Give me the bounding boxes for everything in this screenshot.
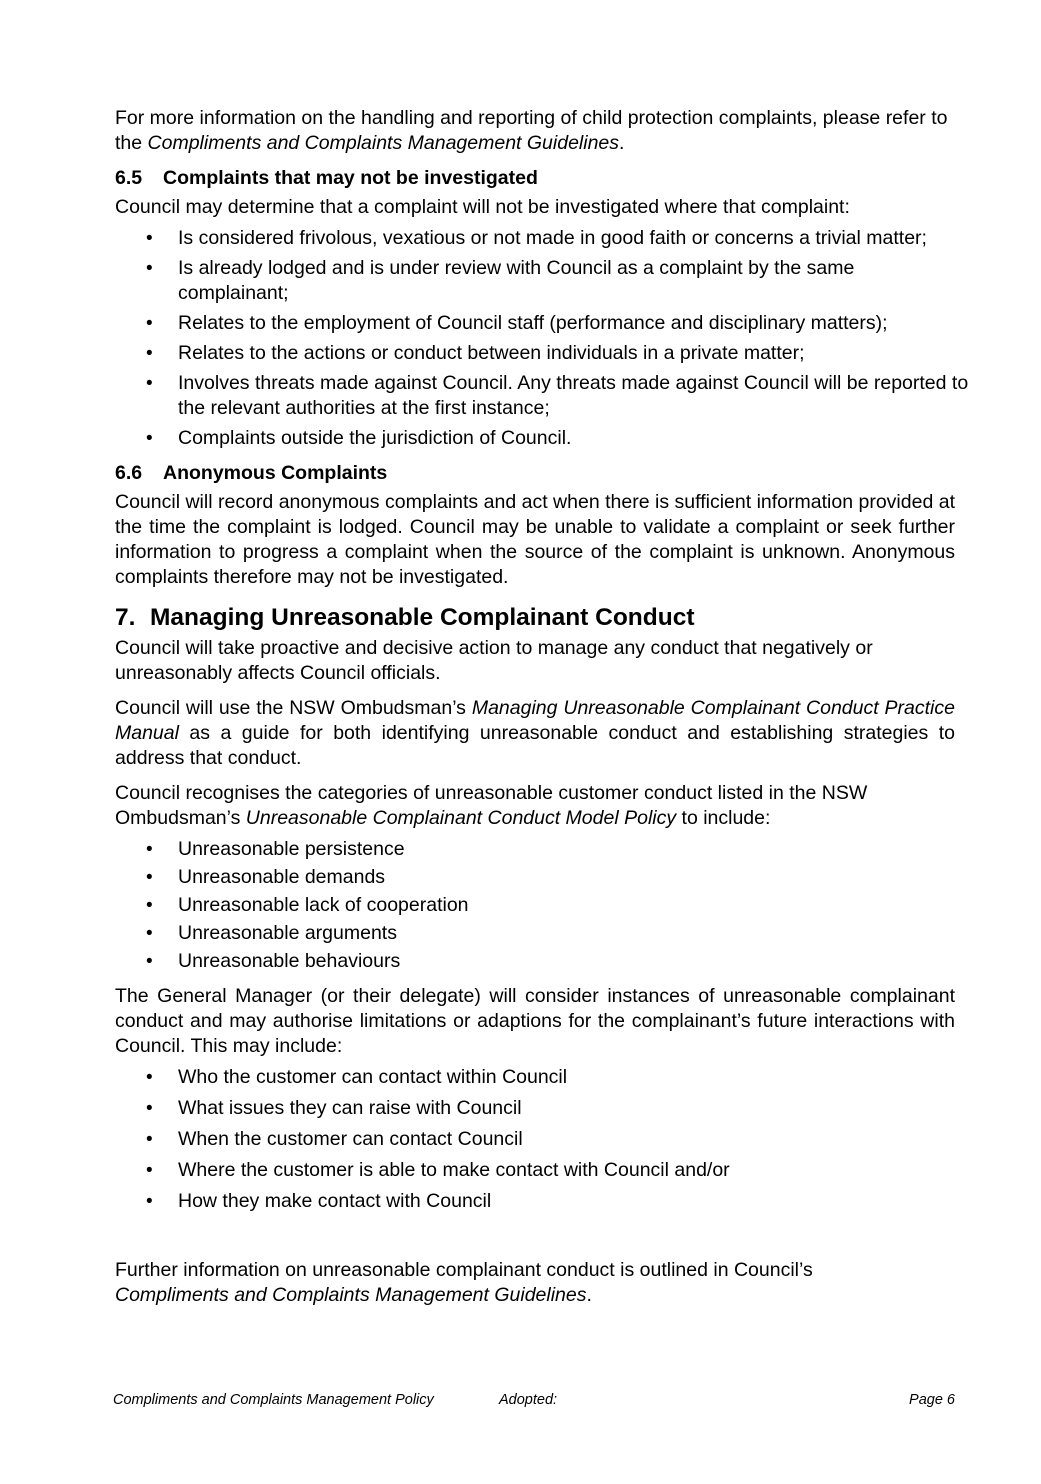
manual-reference: Managing Unreasonable Complainant Conduct Practice Manual bbox=[115, 697, 955, 744]
list-item: • Unreasonable arguments bbox=[115, 921, 955, 946]
section-number: 7. bbox=[115, 604, 136, 631]
list-item: • Unreasonable lack of cooperation bbox=[115, 893, 955, 918]
section-7-paragraph-3 bbox=[115, 781, 955, 831]
guidelines-reference: Compliments and Complaints Management Guidelines bbox=[115, 1284, 587, 1306]
list-item: • Involves threats made against Council. Any threats made against Council will be reported to the relevant authorities at the first instance; bbox=[115, 371, 970, 421]
policy-reference: Unreasonable Complainant Conduct Model Policy bbox=[245, 807, 677, 829]
section-title: Complaints that may not be investigated bbox=[163, 167, 538, 189]
list-item: • When the customer can contact Council bbox=[115, 1127, 955, 1152]
section-number: 6.5 bbox=[115, 167, 143, 189]
section-7-heading bbox=[115, 602, 955, 634]
footer-page-number: Page 6 bbox=[909, 1392, 955, 1408]
not-investigated-list bbox=[115, 226, 970, 451]
list-item: • Relates to the actions or conduct between individuals in a private matter; bbox=[115, 341, 970, 366]
intro-text: For more information on the handling and reporting of child protection complaints, please refer to the bbox=[115, 107, 948, 154]
section-7-paragraph-5 bbox=[115, 1258, 955, 1308]
paragraph-text: Council will use the NSW Ombudsman’s bbox=[115, 697, 472, 719]
paragraph-text: to include: bbox=[676, 807, 771, 829]
paragraph-text: Council recognises the categories of unreasonable customer conduct listed in the NSW Ombudsman’s bbox=[115, 782, 868, 829]
footer-document-title: Compliments and Complaints Management Policy bbox=[113, 1392, 434, 1408]
section-title: Managing Unreasonable Complainant Conduct bbox=[150, 604, 695, 631]
intro-end: . bbox=[619, 132, 625, 154]
list-item: • Complaints outside the jurisdiction of Council. bbox=[115, 426, 970, 451]
paragraph-text: . bbox=[586, 1284, 592, 1306]
page-content bbox=[115, 106, 969, 1308]
intro-paragraph bbox=[115, 106, 955, 156]
list-item: • Where the customer is able to make contact with Council and/or bbox=[115, 1158, 955, 1183]
list-item: • Who the customer can contact within Council bbox=[115, 1065, 955, 1090]
section-6-5-heading bbox=[115, 166, 955, 191]
section-6-6-body: Council will record anonymous complaints and act when there is sufficient information provided at the time the complaint is lodged. Council may be unable to validate a complaint or seek further information to progress a complaint when the source of the complaint is unknown. Anonymous complaints therefore may not be investigated. bbox=[115, 491, 955, 588]
list-item: • How they make contact with Council bbox=[115, 1189, 955, 1214]
section-7-paragraph-1: Council will take proactive and decisive action to manage any conduct that negatively or unreasonably affects Council officials. bbox=[115, 637, 873, 684]
list-item: • Unreasonable persistence bbox=[115, 837, 955, 862]
conduct-categories-list bbox=[115, 837, 955, 974]
footer-adopted: Adopted: bbox=[499, 1392, 558, 1408]
section-7-paragraph-2 bbox=[115, 696, 955, 771]
section-number: 6.6 bbox=[115, 462, 143, 484]
list-item: • Relates to the employment of Council staff (performance and disciplinary matters); bbox=[115, 311, 970, 336]
list-item: • Unreasonable demands bbox=[115, 865, 955, 890]
section-6-5-lead: Council may determine that a complaint will not be investigated where that complaint: bbox=[115, 196, 850, 218]
section-6-6-heading bbox=[115, 461, 955, 486]
limitations-list bbox=[115, 1065, 955, 1214]
list-item: • Is considered frivolous, vexatious or not made in good faith or concerns a trivial matter; bbox=[115, 226, 970, 251]
paragraph-text: as a guide for both identifying unreasonable conduct and establishing strategies to address that conduct. bbox=[115, 722, 955, 769]
page-footer bbox=[113, 1390, 955, 1410]
list-item: • Unreasonable behaviours bbox=[115, 949, 955, 974]
list-item: • What issues they can raise with Council bbox=[115, 1096, 955, 1121]
spacer bbox=[115, 1224, 955, 1258]
paragraph-text: Further information on unreasonable complainant conduct is outlined in Council’s bbox=[115, 1259, 813, 1281]
section-title: Anonymous Complaints bbox=[163, 462, 388, 484]
section-7-paragraph-4: The General Manager (or their delegate) will consider instances of unreasonable complainant conduct and may authorise limitations or adaptions for the complainant’s future interactions with Council. This may include: bbox=[115, 985, 955, 1057]
intro-doc-reference: Compliments and Complaints Management Guidelines bbox=[147, 132, 620, 154]
list-item: • Is already lodged and is under review with Council as a complaint by the same complainant; bbox=[115, 256, 970, 306]
